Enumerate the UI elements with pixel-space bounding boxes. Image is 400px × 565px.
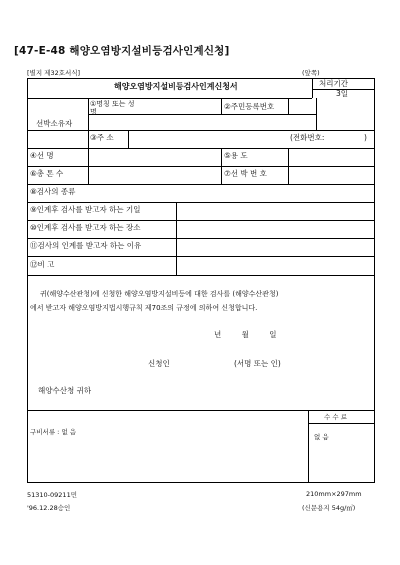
name-label: ①명칭 또는 성 명	[90, 100, 135, 116]
address-label: ③주 소	[90, 133, 114, 142]
statement-line-1: 귀(해양수산관청)에 신청한 해양오염방지설비등에 대한 검사를 (해양수산관청)	[40, 290, 279, 298]
inspection-type-label: ⑧검사의 종류	[30, 187, 76, 196]
signature-label: (서명 또는 인)	[234, 359, 281, 368]
tonnage-label: ⑥총 톤 수	[30, 169, 64, 178]
transfer-reason-label: ⑪검사의 인계를 받고자 하는 이유	[30, 241, 142, 250]
form-code-title: [47-E-48 해양오염방지설비등검사인계신청]	[14, 45, 230, 57]
phone-label: (전화번호:	[290, 133, 325, 142]
ship-number-label: ⑦선 박 번 호	[224, 169, 267, 178]
ship-name-label: ④선 명	[30, 151, 54, 160]
phone-close: )	[364, 133, 367, 142]
fee-label: 수 수 료	[324, 413, 347, 421]
approval-date: '96.12.28승인	[27, 504, 71, 512]
application-form	[27, 78, 375, 483]
inspection-date-label: ⑨인계후 검사를 받고자 하는 기일	[30, 205, 141, 214]
form-number: 51310-09211민	[27, 491, 77, 499]
paper-type: (신문용지 54g/㎡)	[302, 504, 356, 512]
inspection-place-label: ⑩인계후 검사를 받고자 하는 장소	[30, 223, 141, 232]
date-line: 년 월 일	[214, 330, 277, 339]
annex-label: [별지 제32호서식]	[27, 69, 81, 77]
fee-value: 없 음	[314, 433, 329, 441]
paper-size: 210mm×297mm	[306, 490, 362, 498]
resident-id-label: ②주민등록번호	[224, 102, 275, 111]
ship-owner-label: 선박소유자	[36, 119, 73, 128]
statement-line-2: 에서 받고자 해양오염방지법시행규칙 제70조의 규정에 의하여 신청합니다.	[30, 304, 258, 312]
attachments-label: 구비서류 : 없 음	[30, 428, 77, 436]
remarks-label: ⑫비 고	[30, 260, 55, 269]
applicant-label: 신청인	[148, 359, 170, 368]
page-side-label: (앞쪽)	[302, 69, 320, 77]
processing-period-value: 3일	[336, 89, 349, 98]
processing-period-label: 처리기간	[319, 79, 348, 88]
use-label: ⑤용 도	[224, 151, 248, 160]
form-title: 해양오염방지설비등검사인계신청서	[114, 82, 238, 91]
addressee: 해양수산청 귀하	[38, 386, 92, 395]
